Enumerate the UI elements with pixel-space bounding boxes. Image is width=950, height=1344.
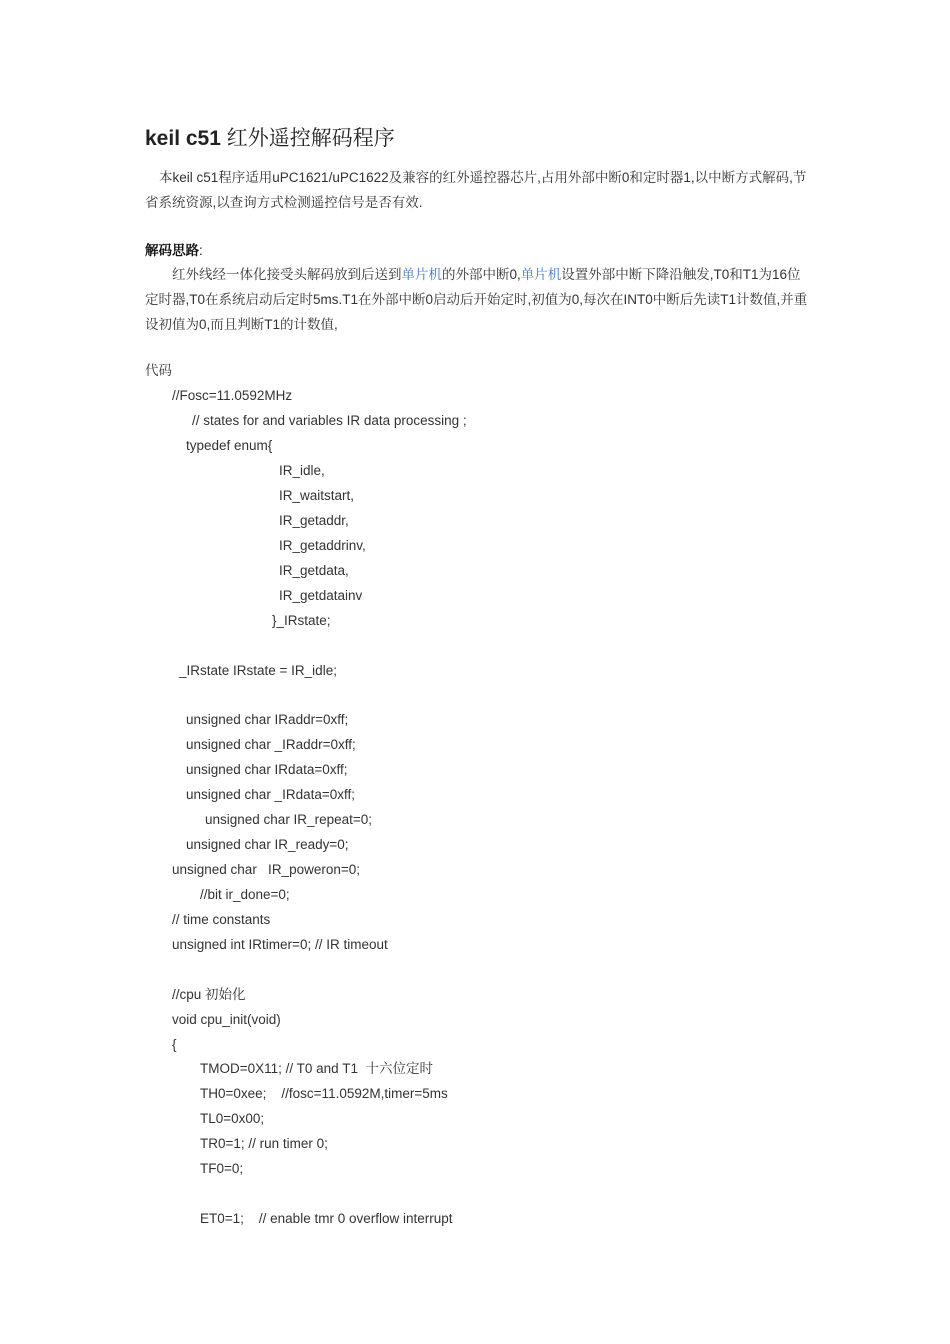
code-line: TF0=0;	[200, 1161, 244, 1176]
approach-text-3: 设置外部中断下降沿触发,T0和T1为16位定时器,T0在系统启动后定时5ms.T1在外部中断0启动后开始定时,初值为0,每次在INT0中断后先读T1计数值,并重设初值为0,而且判断T1的计数值,	[145, 267, 808, 332]
code-line: IR_getdata,	[279, 563, 349, 578]
code-line: TL0=0x00;	[200, 1111, 265, 1126]
code-line: _IRstate IRstate = IR_idle;	[179, 663, 337, 678]
code-line: TR0=1; // run timer 0;	[200, 1136, 328, 1151]
intro-paragraph: 本keil c51程序适用uPC1621/uPC1622及兼容的红外遥控器芯片,占用外部中断0和定时器1,以中断方式解码,节省系统资源,以查询方式检测遥控信号是否有效.	[145, 170, 807, 210]
code-line: unsigned char IR_ready=0;	[186, 837, 349, 852]
code-line: //bit ir_done=0;	[200, 887, 290, 902]
code-line: //cpu 初始化	[172, 987, 246, 1002]
code-line: IR_getaddr,	[279, 513, 349, 528]
code-line: // time constants	[172, 912, 271, 927]
mcu-link-1[interactable]: 单片机	[401, 267, 442, 282]
code-label: 代码	[145, 363, 172, 378]
mcu-link-2[interactable]: 单片机	[520, 267, 562, 282]
code-line: IR_idle,	[279, 463, 325, 478]
code-line: {	[172, 1037, 177, 1052]
code-line: unsigned char IRaddr=0xff;	[186, 712, 349, 727]
code-line: typedef enum{	[186, 438, 273, 453]
code-line: unsigned char IR_poweron=0;	[172, 862, 360, 877]
code-line: unsigned char IRdata=0xff;	[186, 762, 348, 777]
page-title	[145, 124, 395, 154]
code-line: IR_getaddrinv,	[279, 538, 366, 553]
page-title-chinese: 红外遥控解码程序	[220, 127, 395, 150]
code-line: IR_getdatainv	[279, 588, 363, 603]
approach-text-2: 的外部中断0,	[442, 267, 521, 282]
code-line: // states for and variables IR data processing ;	[192, 413, 467, 428]
approach-heading	[145, 238, 203, 263]
code-line: unsigned char _IRaddr=0xff;	[186, 737, 356, 752]
code-line: void cpu_init(void)	[172, 1012, 281, 1027]
code-line: TH0=0xee; //fosc=11.0592M,timer=5ms	[200, 1086, 448, 1101]
approach-heading-colon: :	[199, 243, 203, 258]
code-line: TMOD=0X11; // T0 and T1 十六位定时	[200, 1061, 433, 1076]
code-line: unsigned char IR_repeat=0;	[205, 812, 372, 827]
code-line: //Fosc=11.0592MHz	[172, 388, 293, 403]
page-title-latin: keil c51	[145, 127, 221, 150]
approach-text-1: 红外线经一体化接受头解码放到后送到	[172, 267, 402, 282]
code-line: unsigned char _IRdata=0xff;	[186, 787, 355, 802]
code-line: ET0=1; // enable tmr 0 overflow interrupt	[200, 1211, 453, 1226]
code-line: unsigned int IRtimer=0; // IR timeout	[172, 937, 388, 952]
code-line: }_IRstate;	[272, 613, 331, 628]
approach-heading-label: 解码思路	[145, 243, 199, 258]
code-line: IR_waitstart,	[279, 488, 355, 503]
approach-paragraph	[145, 262, 810, 337]
